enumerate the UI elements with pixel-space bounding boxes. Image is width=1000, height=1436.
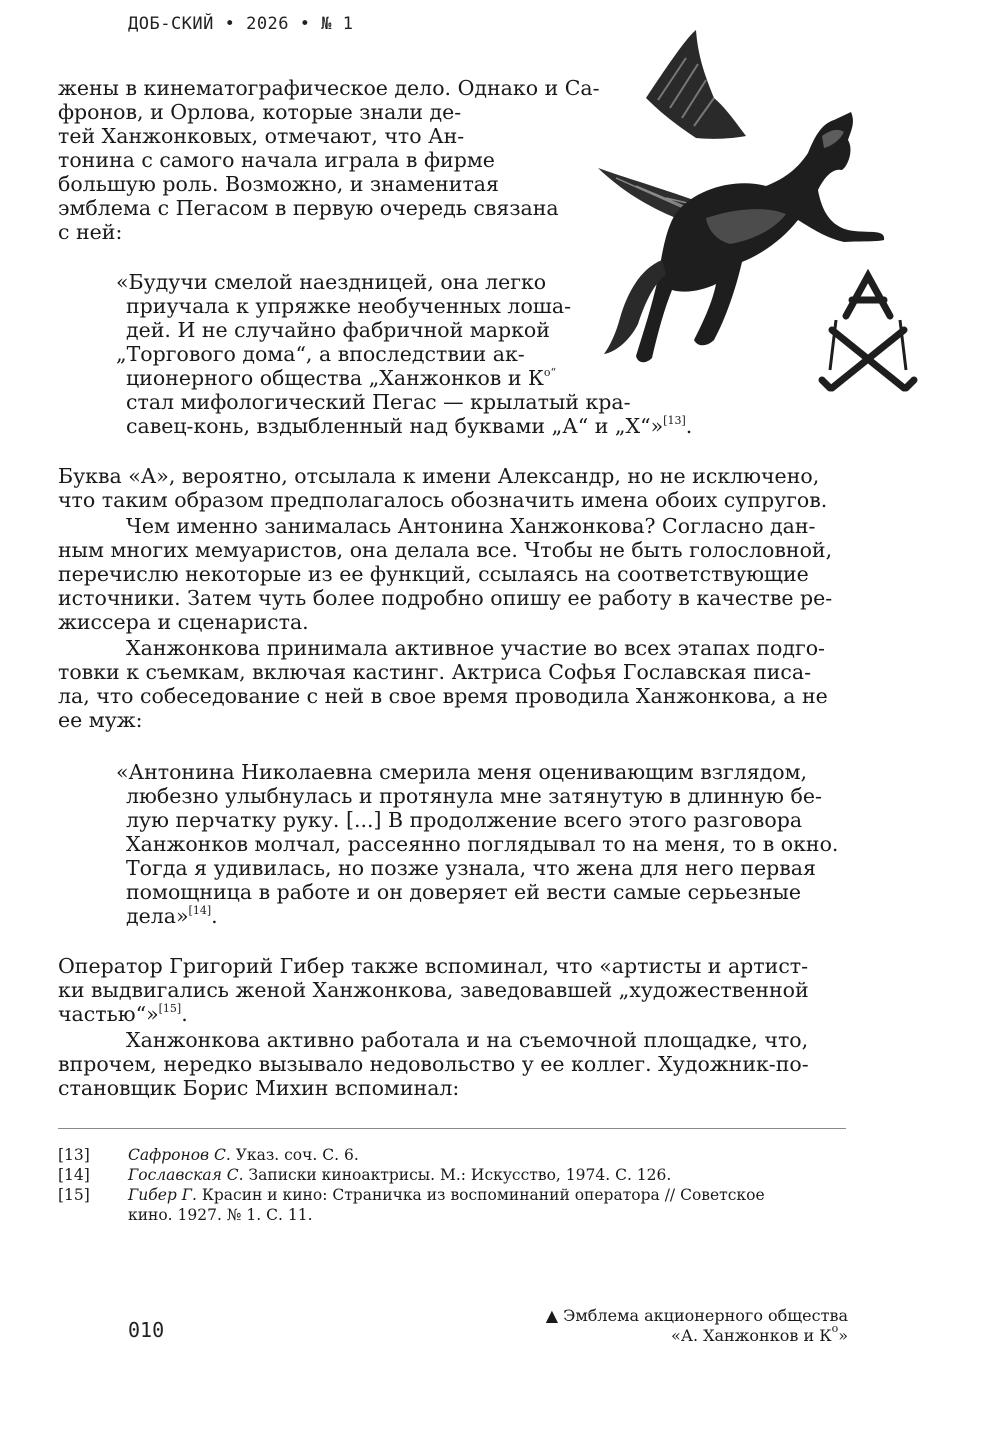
text-line: Чем именно занималась Антонина Ханжонкова? Согласно дан- (126, 514, 816, 538)
footnote-number: [15] (58, 1186, 90, 1204)
text-line: становщик Борис Михин вспоминал: (58, 1076, 460, 1100)
text-line: Буква «А», вероятно, отсылала к имени Александр, но не исключено, (58, 464, 820, 488)
text-line: „Торгового дома“, а впоследствии ак- (116, 342, 525, 366)
text-line: «Будучи смелой наездницей, она легко (116, 270, 547, 294)
footnote-author: Сафронов С. (128, 1146, 231, 1164)
text-line: с ней: (58, 220, 123, 244)
caption-line-1: ▲ Эмблема акционерного общества (545, 1306, 848, 1325)
text-line: жиссера и сценариста. (58, 610, 309, 634)
text-line: товки к съемкам, включая кастинг. Актриса Софья Гославская писа- (58, 660, 812, 684)
journal-header: ДОБ-СКИЙ • 2026 • № 1 (128, 14, 354, 34)
text-line: приучала к упряжке необученных лоша- (126, 294, 571, 318)
text-line: источники. Затем чуть более подробно опишу ее работу в качестве ре- (58, 586, 833, 610)
footnote-author: Гибер Г. (128, 1186, 197, 1204)
pegasus-emblem-icon (586, 28, 922, 398)
footnote-ref: [15] (158, 1002, 182, 1015)
footnote-number: [14] (58, 1166, 90, 1184)
footnote-author: Гославская С. (128, 1166, 244, 1184)
text-line: стал мифологический Пегас — крылатый кра- (126, 390, 631, 414)
caption-line-2: «А. Ханжонков и $К^о$» (671, 1322, 848, 1345)
text-line: Тогда я удивилась, но позже узнала, что жена для него первая (126, 856, 816, 880)
text-line: савец-конь, вздыбленный над буквами „А“ и „Х“»[13]. (126, 414, 693, 438)
footnote-ref: о“ (543, 366, 557, 379)
emblem-caption (448, 1306, 848, 1346)
text-line: что таким образом предполагалось обозначить имена обоих супругов. (58, 488, 828, 512)
footnote-ref: [13] (663, 414, 686, 427)
footnote-number: [13] (58, 1146, 90, 1164)
footnote-ref: [14] (188, 904, 212, 917)
text-line: ее муж: (58, 708, 143, 732)
text-line: любезно улыбнулась и протянула мне затянутую в длинную бе- (126, 784, 822, 808)
text-line: фронов, и Орлова, которые знали де- (58, 100, 462, 124)
text-line: ла, что собеседование с ней в свое время проводила Ханжонкова, а не (58, 684, 828, 708)
text-line: ным многих мемуаристов, она делала все. Чтобы не быть голословной, (58, 538, 833, 562)
text-line: дела»[14]. (126, 904, 218, 928)
text-line: тонина с самого начала играла в фирме (58, 148, 495, 172)
text-line: впрочем, нередко вызывало недовольство у ее коллег. Художник-по- (58, 1052, 809, 1076)
text-line: Ханжонкова активно работала и на съемочной площадке, что, (126, 1028, 809, 1052)
text-line: ционерного общества „Ханжонков и $К^{о“}$ (126, 366, 557, 390)
footnote-divider (58, 1128, 846, 1129)
text-line: Оператор Григорий Гибер также вспоминал, что «артисты и артист- (58, 954, 809, 978)
text-line: Ханжонкова принимала активное участие во всех этапах подго- (126, 636, 825, 660)
text-line: жены в кинематографическое дело. Однако и Са- (58, 76, 600, 100)
text-line: дей. И не случайно фабричной маркой (126, 318, 550, 342)
text-line: эмблема с Пегасом в первую очередь связана (58, 196, 559, 220)
text-line: «Антонина Николаевна смерила меня оценивающим взглядом, (116, 760, 808, 784)
text-line: большую роль. Возможно, и знаменитая (58, 172, 499, 196)
text-line: ки выдвигались женой Ханжонкова, заведовавшей „художественной (58, 978, 809, 1002)
text-line: помощница в работе и он доверяет ей вести самые серьезные (126, 880, 801, 904)
page-number: 010 (128, 1318, 165, 1342)
text-line: перечислю некоторые из ее функций, ссылаясь на соответствующие (58, 562, 809, 586)
text-line: лую перчатку руку. [...] В продолжение всего этого разговора (126, 808, 803, 832)
text-line: Ханжонков молчал, рассеянно поглядывал то на меня, то в окно. (126, 832, 839, 856)
text-line: тей Ханжонковых, отмечают, что Ан- (58, 124, 465, 148)
text-line: частью“»[15]. (58, 1002, 188, 1026)
